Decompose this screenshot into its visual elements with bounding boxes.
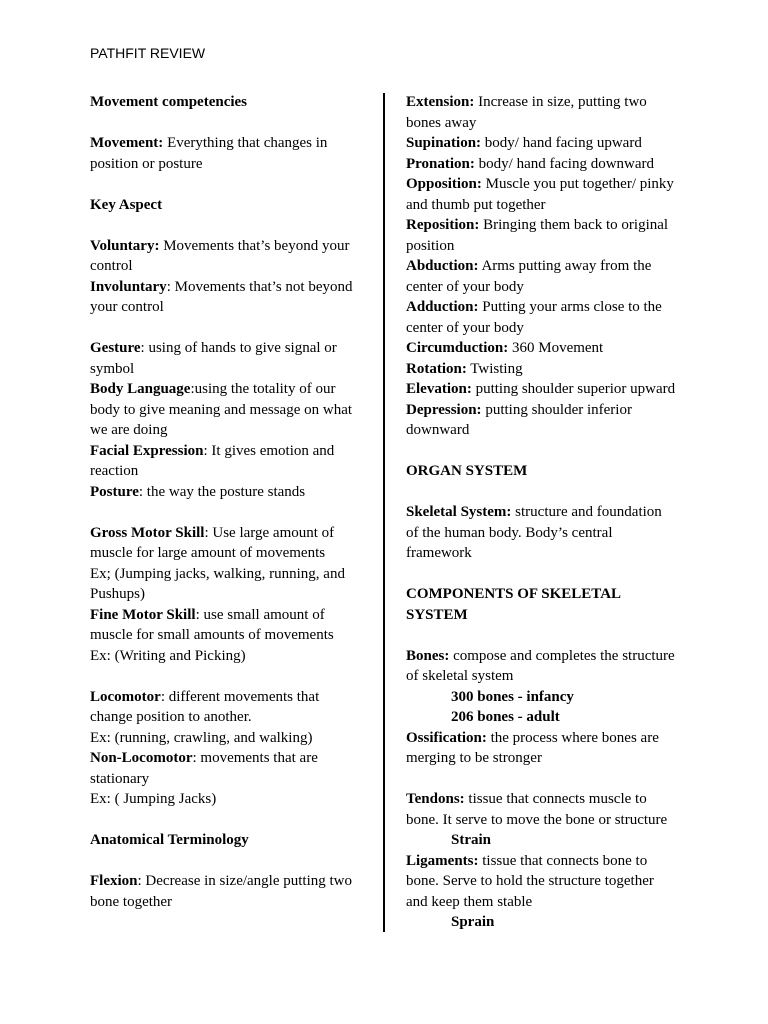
definition-ligaments: Ligaments: tissue that connects bone to bone. Serve to hold the structure together and keep them stable xyxy=(406,852,654,910)
definition-flexion: Flexion: Decrease in size/angle putting two bone together xyxy=(90,873,353,910)
definition-rotation: Rotation: Twisting xyxy=(406,360,523,377)
definition-posture: Posture: the way the posture stands xyxy=(90,483,306,500)
section-heading: ORGAN SYSTEM xyxy=(406,463,528,479)
tendon-injury: Strain xyxy=(451,832,492,848)
definition-adduction: Adduction: Putting your arms close to the center of your body xyxy=(406,299,662,336)
definition-locomotor: Locomotor: different movements that change position to another. xyxy=(90,688,320,725)
definition-involuntary: Involuntary: Movements that’s not beyond your control xyxy=(90,278,353,315)
definition-elevation: Elevation: putting shoulder superior upward xyxy=(406,381,676,397)
bones-count-adult: 206 bones - adult xyxy=(451,709,560,725)
definition-pronation: Pronation: body/ hand facing downward xyxy=(406,155,655,172)
definition-fine-motor-skill: Fine Motor Skill: use small amount of muscle for small amounts of movements xyxy=(90,606,334,643)
right-column xyxy=(406,92,678,933)
definition-extension: Extension: Increase in size, putting two bones away xyxy=(406,94,647,131)
section-heading: Movement competencies xyxy=(90,94,248,110)
example-gross-motor: Ex; (Jumping jacks, walking, running, and Pushups) xyxy=(90,565,345,602)
column-divider xyxy=(383,93,385,932)
definition-skeletal-system: Skeletal System: structure and foundation of the human body. Body’s central framework xyxy=(406,504,662,561)
definition-circumduction: Circumduction: 360 Movement xyxy=(406,340,604,356)
section-heading: Key Aspect xyxy=(90,196,163,213)
definition-facial-expression: Facial Expression: It gives emotion and reaction xyxy=(90,442,335,479)
example-locomotor: Ex: (running, crawling, and walking) xyxy=(90,729,313,746)
definition-bones: Bones: compose and completes the structure of skeletal system xyxy=(406,647,675,684)
definition-gesture: Gesture: using of hands to give signal or symbol xyxy=(90,340,337,377)
section-heading: COMPONENTS OF SKELETAL SYSTEM xyxy=(406,586,621,623)
definition-depression: Depression: putting shoulder inferior downward xyxy=(406,401,632,438)
definition-tendons: Tendons: tissue that connects muscle to bone. It serve to move the bone or structure xyxy=(406,791,668,828)
definition-non-locomotor: Non-Locomotor: movements that are stationary xyxy=(90,750,318,787)
example-non-locomotor: Ex: ( Jumping Jacks) xyxy=(90,791,217,807)
definition-body-language: Body Language:using the totality of our body to give meaning and message on what we are doing xyxy=(90,381,353,438)
definition-supination: Supination: body/ hand facing upward xyxy=(406,135,642,151)
definition-ossification: Ossification: the process where bones are merging to be stronger xyxy=(406,729,659,766)
definition-voluntary: Voluntary: Movements that’s beyond your control xyxy=(90,237,350,274)
definition-reposition: Reposition: Bringing them back to original position xyxy=(406,217,669,254)
example-fine-motor: Ex: (Writing and Picking) xyxy=(90,647,246,664)
left-column xyxy=(90,92,362,912)
section-heading: Anatomical Terminology xyxy=(90,832,249,848)
bones-count-infancy: 300 bones - infancy xyxy=(451,688,574,705)
definition-abduction: Abduction: Arms putting away from the center of your body xyxy=(406,258,652,295)
ligament-injury: Sprain xyxy=(451,914,495,930)
definition-movement: Movement: Everything that changes in position or posture xyxy=(90,135,328,172)
document-header: PATHFIT REVIEW xyxy=(90,45,206,61)
definition-opposition: Opposition: Muscle you put together/ pinky and thumb put together xyxy=(406,176,674,213)
definition-gross-motor-skill: Gross Motor Skill: Use large amount of muscle for large amount of movements xyxy=(90,524,335,561)
